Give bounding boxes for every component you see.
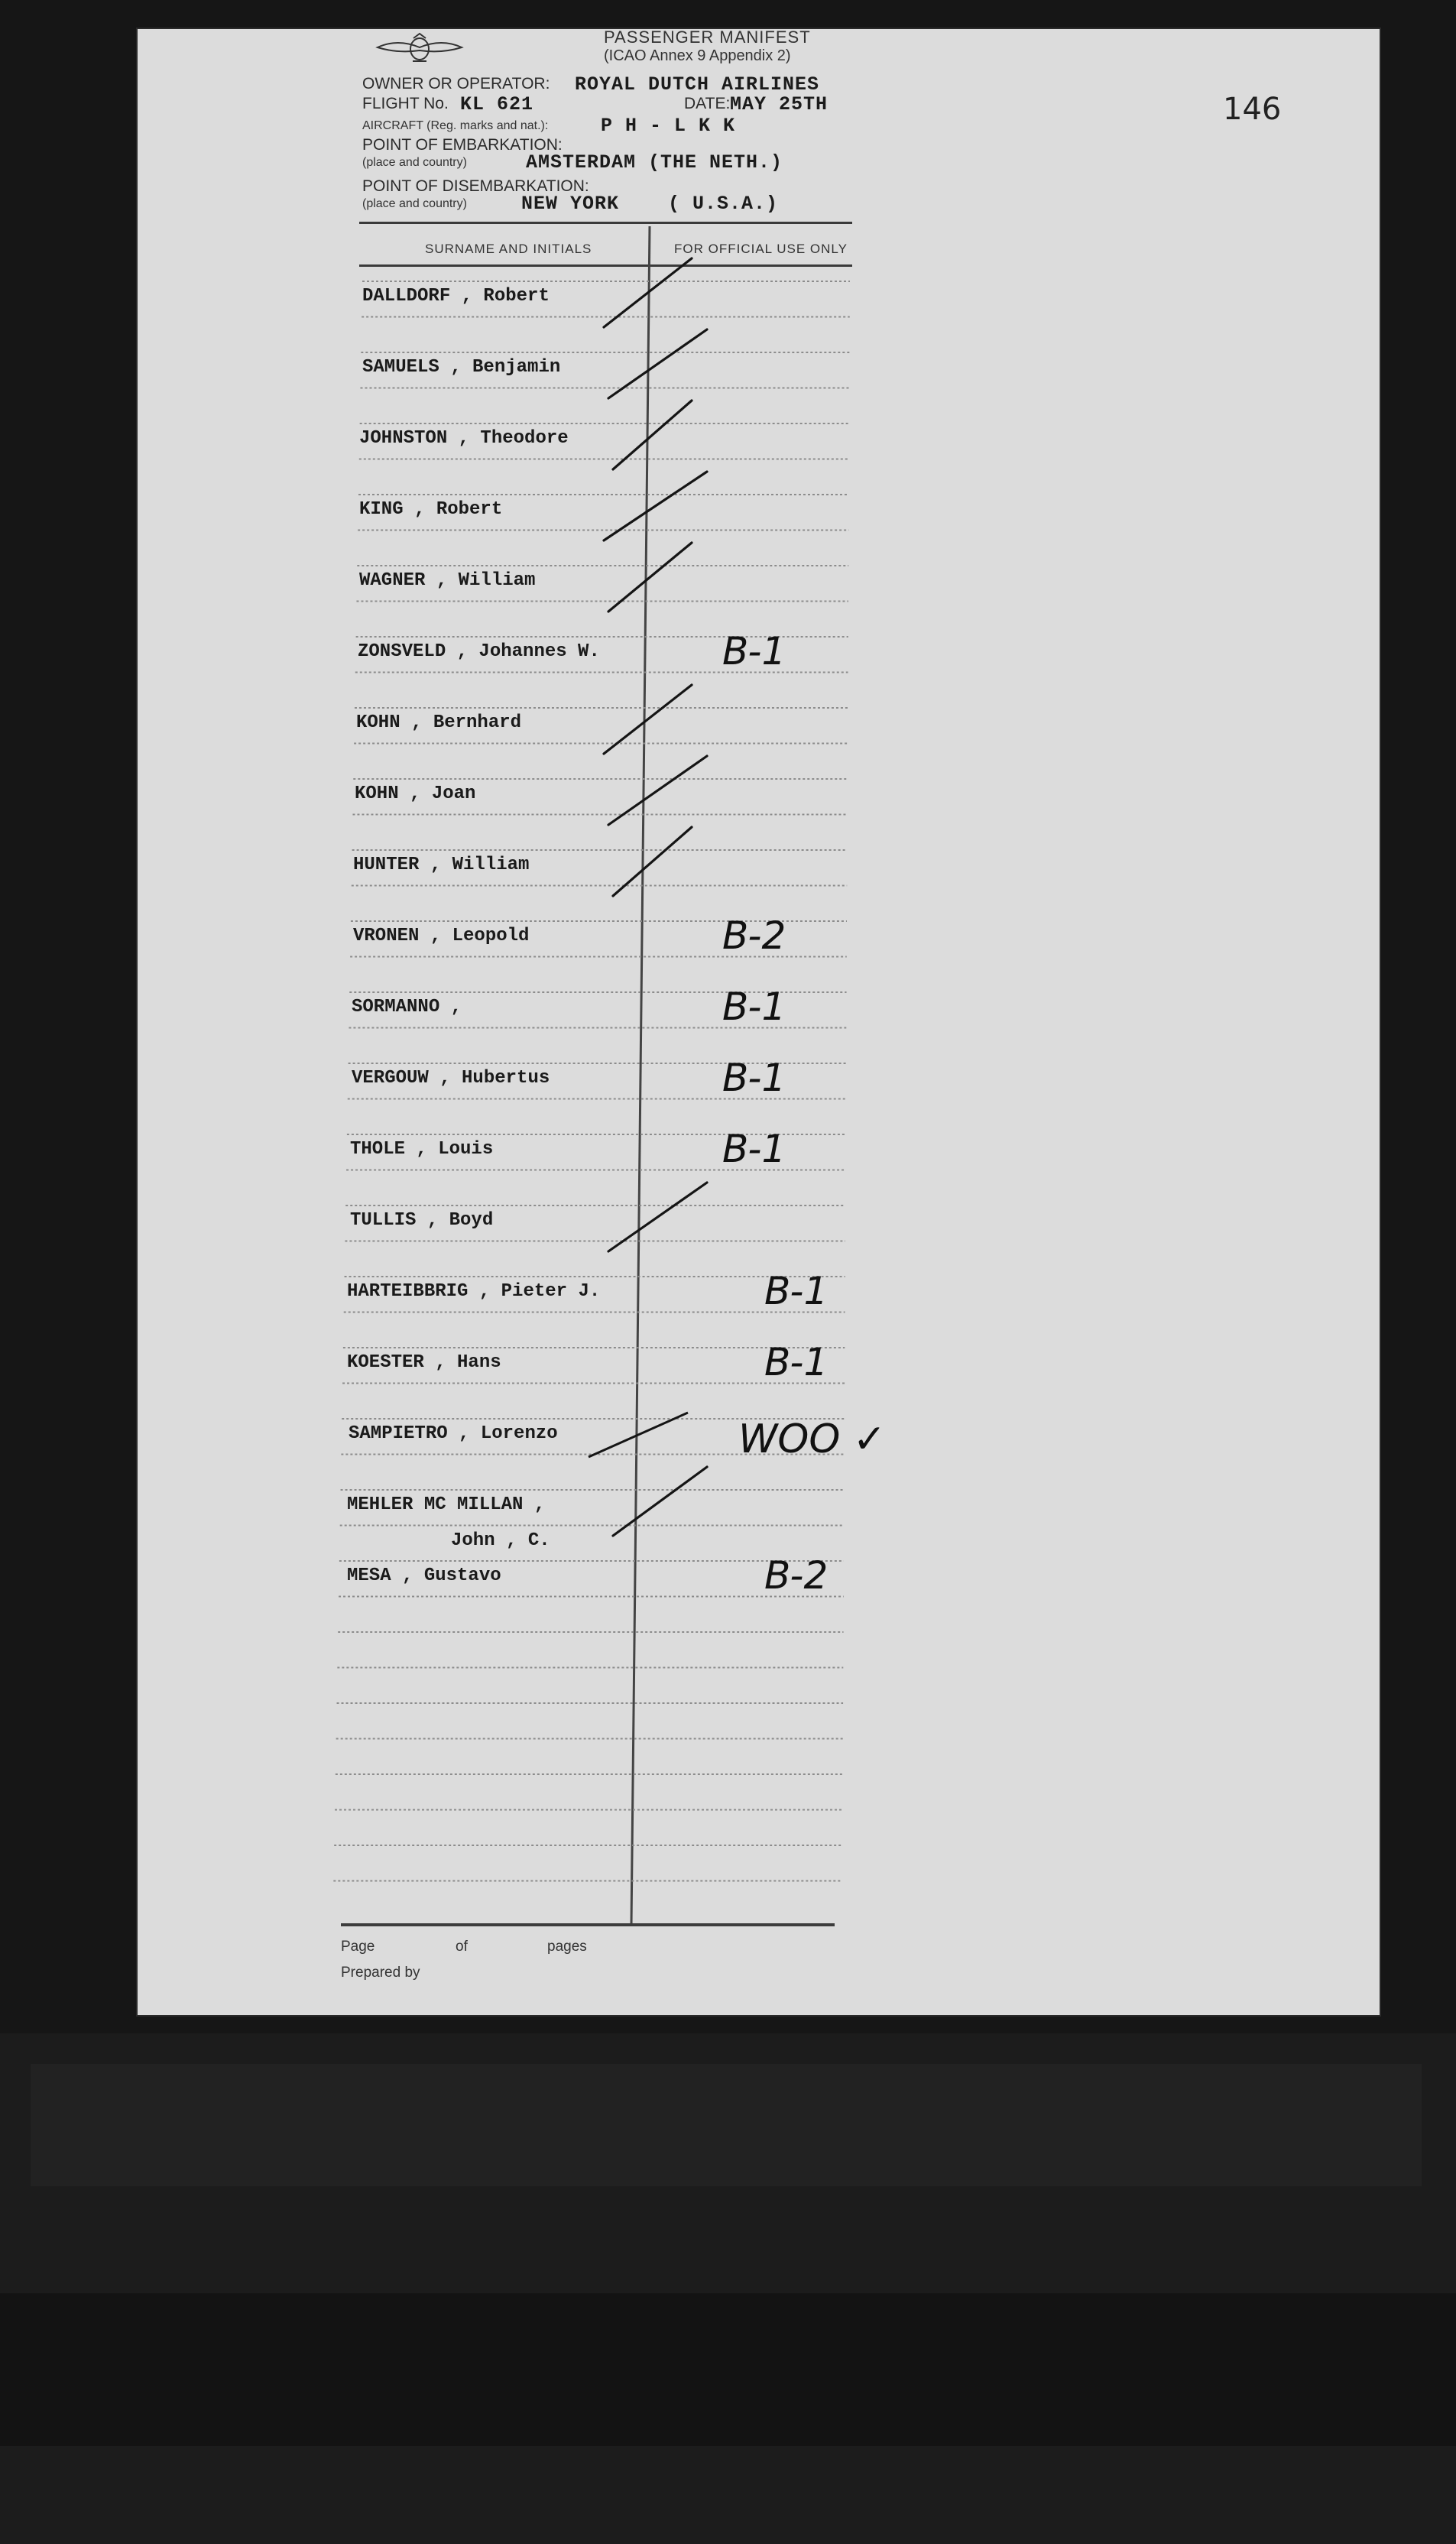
- passenger-name: HUNTER , William: [353, 855, 530, 875]
- handwritten-mark: B-1: [722, 985, 786, 1029]
- passenger-name: WAGNER , William: [359, 570, 536, 591]
- disembark-sub: (place and country): [362, 197, 467, 210]
- passenger-name: VERGOUW , Hubertus: [352, 1068, 550, 1089]
- manifest-subtitle: (ICAO Annex 9 Appendix 2): [604, 47, 791, 64]
- embark-sub: (place and country): [362, 156, 467, 169]
- handwritten-mark: B-1: [722, 1127, 786, 1171]
- passenger-name: VRONEN , Leopold: [353, 926, 530, 946]
- header-rule: [359, 222, 852, 224]
- header-bottom-rule: [359, 264, 852, 267]
- passenger-name: KOHN , Joan: [355, 784, 476, 804]
- passenger-name: KOESTER , Hans: [347, 1352, 501, 1373]
- passenger-name: HARTEIBBRIG , Pieter J.: [347, 1281, 601, 1302]
- date-value: MAY 25TH: [730, 93, 829, 115]
- handwritten-mark: B-1: [764, 1269, 829, 1313]
- footer-page-label: Page: [341, 1939, 375, 1955]
- passenger-name: THOLE , Louis: [350, 1139, 494, 1160]
- passenger-name: SAMUELS , Benjamin: [362, 357, 561, 378]
- aircraft-value: P H - L K K: [601, 115, 736, 137]
- passenger-name: KING , Robert: [359, 499, 503, 520]
- flight-value: KL 621: [460, 93, 534, 115]
- owner-value: ROYAL DUTCH AIRLINES: [575, 73, 820, 96]
- footer-of-label: of: [456, 1939, 468, 1955]
- page-number: 146: [1223, 92, 1282, 127]
- disembark-value: NEW YORK ( U.S.A.): [521, 193, 779, 215]
- footer-pages-label: pages: [547, 1939, 587, 1955]
- klm-logo-icon: [375, 31, 465, 69]
- col-surname-heading: SURNAME AND INITIALS: [425, 242, 592, 256]
- disembark-label: POINT OF DISEMBARKATION:: [362, 177, 589, 195]
- passenger-name: KOHN , Bernhard: [356, 712, 522, 733]
- owner-label: OWNER OR OPERATOR:: [362, 75, 550, 92]
- passenger-name: MEHLER MC MILLAN ,: [347, 1494, 546, 1515]
- handwritten-mark: B-1: [764, 1340, 829, 1384]
- handwritten-mark: B-2: [722, 913, 786, 958]
- flight-label: FLIGHT No.: [362, 95, 449, 112]
- handwritten-mark: B-2: [764, 1553, 829, 1598]
- passenger-name: ZONSVELD , Johannes W.: [358, 641, 600, 662]
- passenger-name: TULLIS , Boyd: [350, 1210, 494, 1231]
- passenger-name: JOHNSTON , Theodore: [359, 428, 569, 449]
- manifest-title: PASSENGER MANIFEST: [604, 28, 811, 47]
- embark-label: POINT OF EMBARKATION:: [362, 136, 563, 154]
- embark-value: AMSTERDAM (THE NETH.): [526, 151, 783, 174]
- passenger-name: John , C.: [451, 1530, 550, 1551]
- handwritten-mark: B-1: [722, 1056, 786, 1100]
- passenger-name: SORMANNO ,: [352, 997, 462, 1017]
- passenger-name: DALLDORF , Robert: [362, 286, 550, 307]
- passenger-name: SAMPIETRO , Lorenzo: [349, 1423, 558, 1444]
- aircraft-label: AIRCRAFT (Reg. marks and nat.):: [362, 119, 549, 132]
- handwritten-mark: B-1: [722, 629, 786, 673]
- col-official-heading: FOR OFFICIAL USE ONLY: [674, 242, 848, 256]
- date-label: DATE:: [684, 95, 731, 112]
- handwritten-mark: WOO ✓: [738, 1416, 887, 1462]
- manifest-paper: [138, 29, 1380, 2015]
- footer-prepared-label: Prepared by: [341, 1965, 420, 1981]
- passenger-name: MESA , Gustavo: [347, 1566, 501, 1586]
